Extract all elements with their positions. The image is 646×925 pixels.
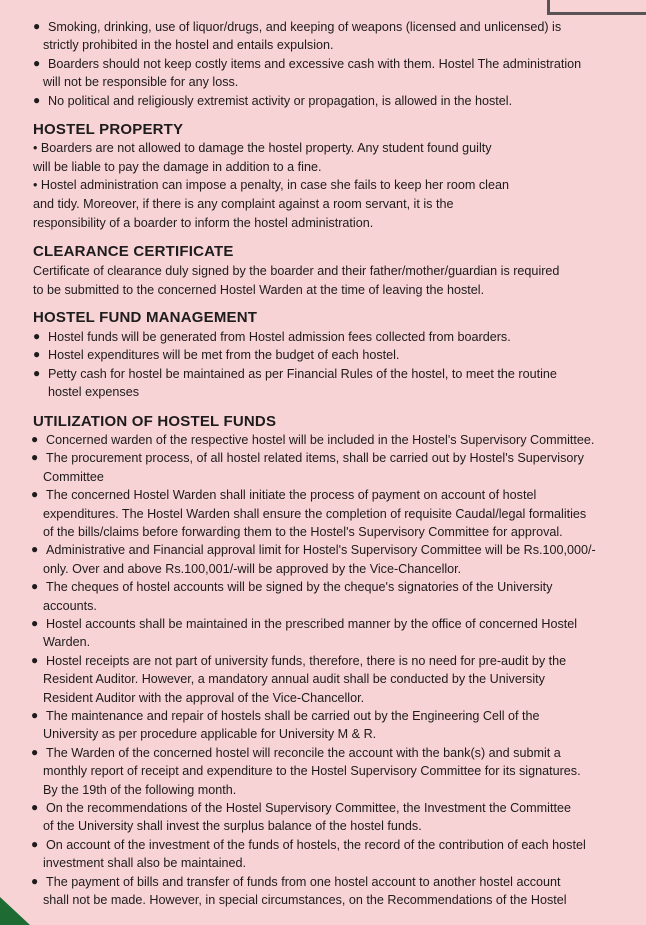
bullet-dot: ●	[33, 55, 41, 70]
bullet-text-line: accounts.	[43, 598, 97, 613]
bullet-text-line: The payment of bills and transfer of funds from one hostel account to another hostel account	[46, 874, 561, 889]
bullet-text-line: The Warden of the concerned hostel will reconcile the account with the bank(s) and submit a	[46, 745, 561, 760]
bullet-text-line: Smoking, drinking, use of liquor/drugs, and keeping of weapons (licensed and unlicensed) is	[48, 20, 562, 34]
bullet-text-line: hostel expenses	[48, 385, 140, 400]
bullet-text-line: Boarders should not keep costly items and excessive cash with them. Hostel The administration	[48, 56, 582, 71]
bullet-text-line: monthly report of receipt and expenditure to the Hostel Supervisory Committee for its signatures.	[43, 764, 581, 779]
bullet-text-line: University as per procedure applicable for University M & R.	[43, 727, 377, 742]
bullet-text-line: The concerned Hostel Warden shall initiate the process of payment on account of hostel	[46, 488, 537, 503]
bullet-dot: ●	[31, 450, 39, 465]
bullet-text-line: only. Over and above Rs.100,001/-will be approved by the Vice-Chancellor.	[43, 561, 462, 576]
bullet-text-line: of the bills/claims before forwarding them to the Hostel's Supervisory Committee for approval.	[43, 525, 563, 539]
bullet-text-line: On account of the investment of the funds of hostels, the record of the contribution of each hostel	[46, 837, 586, 852]
bullet-text-line: Concerned warden of the respective hostel will be included in the Hostel's Supervisory Committee.	[46, 433, 595, 447]
bullet-text-line: shall not be made. However, in special circumstances, on the Recommendations of the Hostel	[43, 893, 567, 907]
bullet-text-line: expenditures. The Hostel Warden shall ensure the completion of requisite Caudal/legal formalities	[43, 506, 587, 521]
bullet-dot: ●	[31, 579, 39, 594]
bullet-dot: ●	[33, 347, 41, 362]
bullet-text-line: Hostel accounts shall be maintained in the prescribed manner by the office of concerned Hostel	[46, 617, 578, 631]
bullet-dot: ●	[31, 744, 39, 759]
bullet-dot: ●	[31, 800, 39, 814]
bullet-dot: ●	[31, 652, 39, 667]
section-heading: HOSTEL FUND MANAGEMENT	[33, 309, 258, 326]
bullet-text-line: strictly prohibited in the hostel and entails expulsion.	[43, 38, 334, 53]
paragraph-line: to be submitted to the concerned Hostel Warden at the time of leaving the hostel.	[33, 283, 485, 297]
section-heading: CLEARANCE CERTIFICATE	[33, 243, 234, 260]
bullet-text-line: will not be responsible for any loss.	[43, 75, 239, 90]
bullet-text-line: On the recommendations of the Hostel Supervisory Committee, the Investment the Committee	[46, 801, 571, 815]
bullet-text-line: of the University shall invest the surplus balance of the hostel funds.	[43, 819, 422, 834]
bullet-dot: ●	[33, 365, 41, 380]
paragraph-line: and tidy. Moreover, if there is any complaint against a room servant, it is the	[33, 197, 454, 212]
bullet-dot: ●	[33, 329, 41, 343]
bullet-dot: ●	[31, 836, 39, 851]
bullet-dot: ●	[31, 487, 39, 502]
bullet-text-line: Hostel expenditures will be met from the budget of each hostel.	[48, 348, 400, 363]
bullet-dot: ●	[33, 19, 41, 33]
corner-triangle-decoration	[0, 897, 30, 925]
bullet-text-line: Hostel funds will be generated from Hostel admission fees collected from boarders.	[48, 330, 511, 344]
bullet-text-line: Committee	[43, 469, 104, 484]
bullet-text-line: Warden.	[43, 635, 91, 650]
corner-frame-decoration	[547, 0, 646, 15]
bullet-text-line: Resident Auditor. However, a mandatory annual audit shall be conducted by the University	[43, 672, 545, 687]
bullet-text-line: The maintenance and repair of hostels shall be carried out by the Engineering Cell of the	[46, 709, 540, 723]
bullet-text-line: Resident Auditor with the approval of the Vice-Chancellor.	[43, 690, 365, 705]
bullet-text-line: Administrative and Financial approval limit for Hostel's Supervisory Committee will be Rs.100,000/-	[46, 543, 596, 558]
bullet-dot: ●	[31, 873, 39, 888]
section-heading: UTILIZATION OF HOSTEL FUNDS	[33, 413, 277, 430]
paragraph-line: • Hostel administration can impose a penalty, in case she fails to keep her room clean	[33, 178, 509, 193]
paragraph-line: responsibility of a boarder to inform the hostel administration.	[33, 215, 374, 230]
bullet-text-line: The procurement process, of all hostel related items, shall be carried out by Hostel's Supervisory	[46, 451, 584, 466]
paragraph-line: will be liable to pay the damage in addition to a fine.	[33, 159, 322, 174]
paragraph-line: • Boarders are not allowed to damage the hostel property. Any student found guilty	[33, 141, 492, 155]
paragraph-line: Certificate of clearance duly signed by the boarder and their father/mother/guardian is required	[33, 264, 560, 278]
bullet-dot: ●	[33, 92, 41, 107]
bullet-text-line: The cheques of hostel accounts will be signed by the cheque's signatories of the University	[46, 580, 553, 595]
bullet-text-line: Petty cash for hostel be maintained as per Financial Rules of the hostel, to meet the routine	[48, 366, 557, 381]
bullet-text-line: No political and religiously extremist activity or propagation, is allowed in the hostel.	[48, 93, 513, 108]
bullet-dot: ●	[31, 616, 39, 630]
bullet-text-line: investment shall also be maintained.	[43, 856, 247, 871]
bullet-dot: ●	[31, 542, 39, 557]
bullet-dot: ●	[31, 432, 39, 446]
bullet-text-line: Hostel receipts are not part of university funds, therefore, there is no need for pre-audit by the	[46, 653, 567, 668]
bullet-dot: ●	[31, 708, 39, 722]
bullet-text-line: By the 19th of the following month.	[43, 782, 237, 797]
section-heading: HOSTEL PROPERTY	[33, 121, 184, 138]
